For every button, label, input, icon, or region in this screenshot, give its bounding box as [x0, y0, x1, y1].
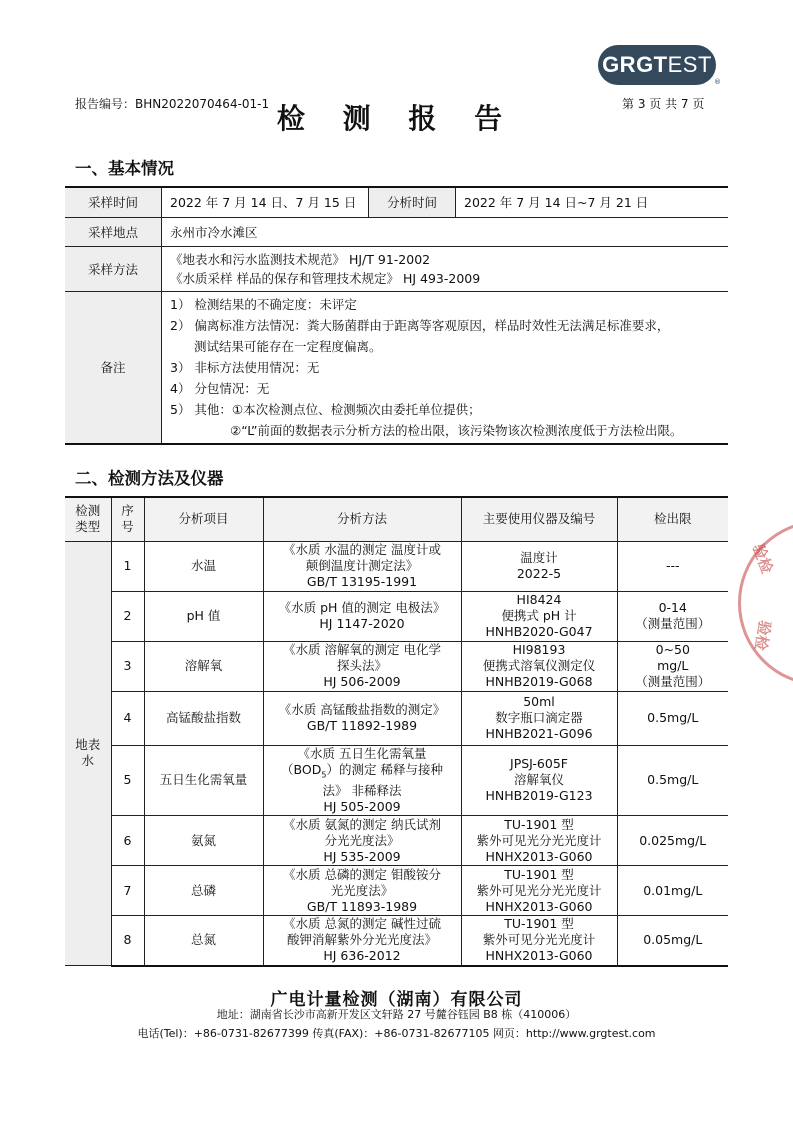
row-seq: 1 [111, 541, 144, 591]
table-row [65, 816, 728, 866]
row-instrument: TU-1901 型 紫外可见分光光度计 HNHX2013-G060 [461, 916, 617, 966]
row-limit: --- [617, 541, 728, 591]
row-seq: 4 [111, 691, 144, 745]
row-limit: 0.05mg/L [617, 916, 728, 966]
row-seq: 6 [111, 816, 144, 866]
row-seq: 7 [111, 866, 144, 916]
company-name: 广电计量检测（湖南）有限公司 [270, 990, 523, 1010]
row-instrument: 50ml 数字瓶口滴定器 HNHB2021-G096 [461, 691, 617, 745]
row-limit: 0~50 mg/L （测量范围） [617, 641, 728, 691]
section-title-basic-info: 一、基本情况 [75, 159, 174, 178]
logo-text-light: EST [667, 52, 712, 77]
remark-line: 5） 其他：①本次检测点位、检测频次由委托单位提供； [170, 401, 481, 417]
remark-line: 测试结果可能存在一定程度偏离。 [194, 338, 382, 354]
row-item: 氨氮 [144, 816, 263, 866]
row-seq: 2 [111, 591, 144, 641]
registered-mark: ® [714, 78, 721, 86]
row-instrument: TU-1901 型 紫外可见光分光光度计 HNHX2013-G060 [461, 866, 617, 916]
row-item: 水温 [144, 541, 263, 591]
row-instrument: 温度计 2022-5 [461, 541, 617, 591]
sampling-location-value: 永州市冷水滩区 [162, 217, 729, 246]
page-info: 第 3 页 共 7 页 [622, 97, 705, 111]
row-limit: 0.5mg/L [617, 745, 728, 816]
table-row [65, 541, 728, 591]
table-row [65, 591, 728, 641]
section-title-methods: 二、检测方法及仪器 [75, 469, 224, 488]
basic-info-table [65, 186, 728, 445]
header-seq: 序 号 [111, 497, 144, 541]
company-contact: 电话(Tel)：+86-0731-82677399 传真(FAX)：+86-0731-82677105 网页：http://www.grgtest.com [137, 1027, 656, 1040]
table-row [65, 641, 728, 691]
row-method: 《水质 总氮的测定 碱性过硫 酸钾消解紫外分光光度法》 HJ 636-2012 [263, 916, 461, 966]
sampling-time-value: 2022 年 7 月 14 日、7 月 15 日 [162, 187, 369, 217]
row-limit: 0.5mg/L [617, 691, 728, 745]
row-method: 《水质 pH 值的测定 电极法》 HJ 1147-2020 [263, 591, 461, 641]
method-line: 《水质采样 样品的保存和管理技术规定》 HJ 493-2009 [170, 270, 481, 286]
method-line: 《地表水和污水监测技术规范》 HJ/T 91-2002 [170, 251, 431, 267]
methods-instruments-table [65, 496, 728, 967]
company-address: 地址：湖南省长沙市高新开发区文轩路 27 号麓谷钰园 B8 栋（410006） [216, 1008, 577, 1021]
remark-line: ②“L”前面的数据表示分析方法的检出限，该污染物该次检测浓度低于方法检出限。 [230, 422, 683, 438]
row-instrument: HI8424 便携式 pH 计 HNHB2020-G047 [461, 591, 617, 641]
remarks-label: 备注 [65, 291, 162, 444]
analysis-time-label: 分析时间 [369, 187, 456, 217]
table-row [65, 691, 728, 745]
header-method: 分析方法 [263, 497, 461, 541]
header-instrument: 主要使用仪器及编号 [461, 497, 617, 541]
logo-text-bold: GRGT [602, 52, 668, 77]
row-limit: 0.01mg/L [617, 866, 728, 916]
row-item: 高锰酸盐指数 [144, 691, 263, 745]
row-item: 总磷 [144, 866, 263, 916]
row-instrument: JPSJ-605F 溶解氧仪 HNHB2019-G123 [461, 745, 617, 816]
row-method: 《水质 五日生化需氧量 $(BOD_5)$的测定 稀释与接种 法》 非稀释法 HJ 505-2009 [263, 745, 461, 816]
row-method: 《水质 水温的测定 温度计或 颠倒温度计测定法》 GB/T 13195-1991 [263, 541, 461, 591]
report-number: 报告编号：BHN2022070464-01-1 [75, 97, 270, 111]
grgtest-logo [598, 45, 716, 85]
row-seq: 8 [111, 916, 144, 966]
row-instrument: TU-1901 型 紫外可见光分光光度计 HNHX2013-G060 [461, 816, 617, 866]
sampling-location-label: 采样地点 [65, 217, 162, 246]
row-method: 《水质 高锰酸盐指数的测定》 GB/T 11892-1989 [263, 691, 461, 745]
header-item: 分析项目 [144, 497, 263, 541]
remark-line: 3） 非标方法使用情况：无 [170, 359, 320, 375]
remark-line: 4） 分包情况：无 [170, 380, 270, 396]
remark-line: 1） 检测结果的不确定度：未评定 [170, 296, 357, 312]
row-seq: 5 [111, 745, 144, 816]
sampling-method-value [162, 246, 729, 291]
row-limit: 0.025mg/L [617, 816, 728, 866]
analysis-time-value: 2022 年 7 月 14 日~7 月 21 日 [456, 187, 729, 217]
row-item: 溶解氧 [144, 641, 263, 691]
remarks-value [162, 291, 729, 444]
row-item: 五日生化需氧量 [144, 745, 263, 816]
row-item: pH 值 [144, 591, 263, 641]
remark-line: 2） 偏离标准方法情况：粪大肠菌群由于距离等客观原因，样品时效性无法满足标准要求， [170, 317, 670, 333]
row-method: 《水质 总磷的测定 钼酸铵分 光光度法》 GB/T 11893-1989 [263, 866, 461, 916]
table-row [65, 866, 728, 916]
seal-text: 验检 [751, 619, 774, 652]
detection-type: 地表 水 [65, 541, 111, 966]
sampling-time-label: 采样时间 [65, 187, 162, 217]
header-limit: 检出限 [617, 497, 728, 541]
row-seq: 3 [111, 641, 144, 691]
seal-text: 验检 [748, 541, 777, 576]
row-instrument: HI98193 便携式溶氧仪测定仪 HNHB2019-G068 [461, 641, 617, 691]
document-title: 检 测 报 告 [276, 102, 517, 135]
row-limit: 0-14 （测量范围） [617, 591, 728, 641]
sampling-method-label: 采样方法 [65, 246, 162, 291]
table-row [65, 745, 728, 816]
row-item: 总氮 [144, 916, 263, 966]
row-method: 《水质 溶解氧的测定 电化学 探头法》 HJ 506-2009 [263, 641, 461, 691]
table-row [65, 916, 728, 966]
row-method: 《水质 氨氮的测定 纳氏试剂 分光光度法》 HJ 535-2009 [263, 816, 461, 866]
header-type: 检测 类型 [65, 497, 111, 541]
